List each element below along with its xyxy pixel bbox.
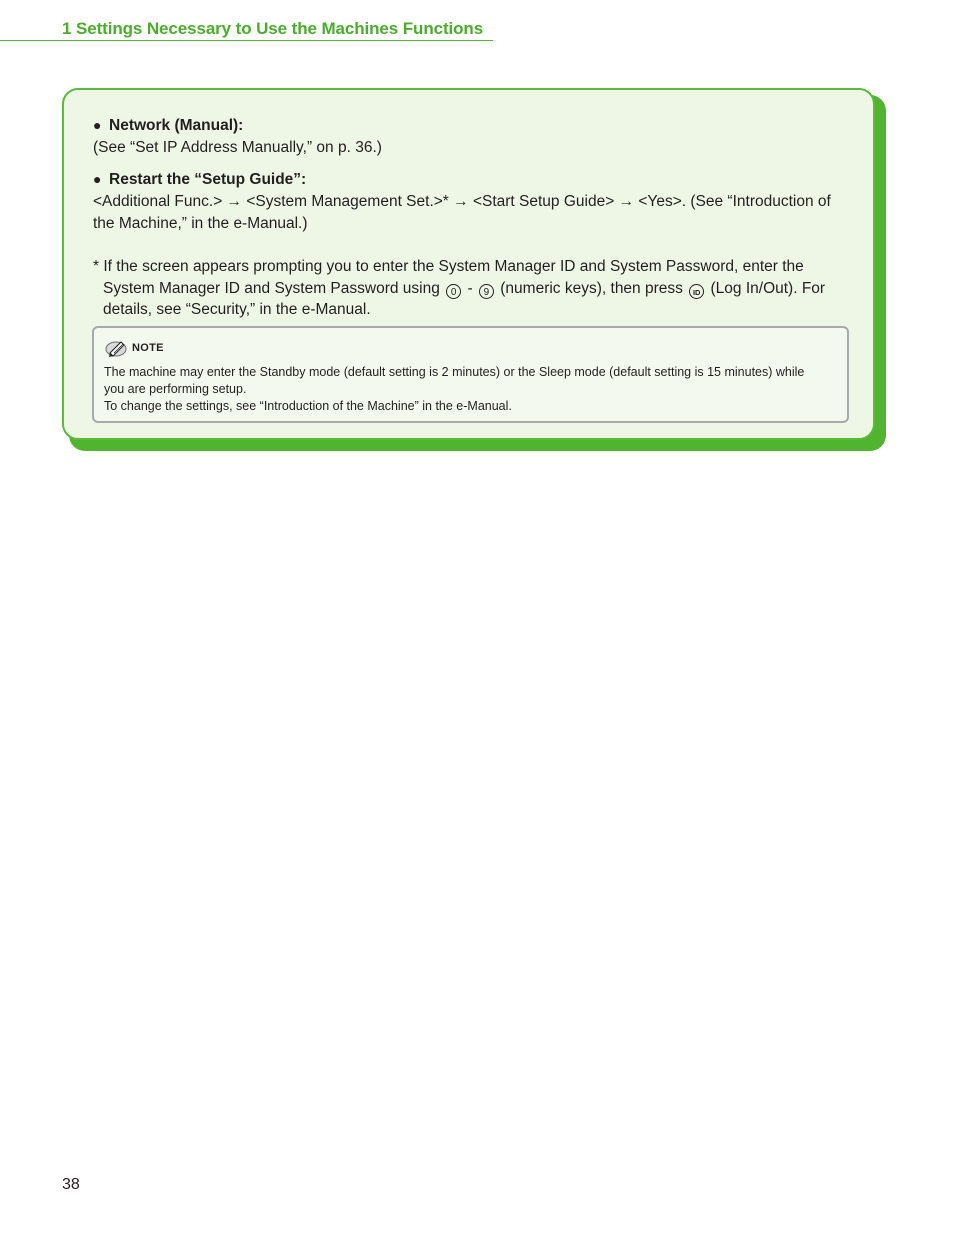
footnote-text-3: (Log In/Out). For details, see “Security,” in the e-Manual. <box>103 279 826 318</box>
bullet-icon: ● <box>93 171 102 187</box>
bullet-icon: ● <box>93 117 102 133</box>
log-in-out-key-icon: ID <box>689 284 704 299</box>
note-box <box>92 326 849 423</box>
instruction-panel <box>62 88 875 440</box>
chapter-header <box>0 17 493 41</box>
footnote <box>93 256 843 321</box>
restart-setup-path: <Additional Func.> → <System Management Set.>* → <Start Setup Guide> → <Yes>. (See “Introduction of <box>93 193 831 210</box>
page-number: 38 <box>62 1176 80 1193</box>
note-line: The machine may enter the Standby mode (default setting is 2 minutes) or the Sleep mode (default setting is 15 minutes) while you are performing setup. <box>104 365 805 396</box>
note-line: To change the settings, see “Introduction of the Machine” in the e-Manual. <box>104 399 512 413</box>
restart-setup-section <box>93 168 831 235</box>
restart-setup-path-continued: the Machine,” in the e-Manual.) <box>93 215 308 232</box>
note-label: NOTE <box>132 342 164 354</box>
pencil-icon <box>105 339 127 357</box>
footnote-text-2: (numeric keys), then press <box>500 279 683 297</box>
numeric-key-zero-icon: 0 <box>446 284 461 299</box>
chapter-title: 1 Settings Necessary to Use the Machines Functions <box>62 19 484 38</box>
network-manual-text: (See “Set IP Address Manually,” on p. 36.) <box>93 139 382 156</box>
numeric-key-nine-icon: 9 <box>479 284 494 299</box>
footnote-dash: - <box>467 279 473 297</box>
network-manual-section <box>93 114 382 159</box>
restart-setup-heading: ● Restart the “Setup Guide”: <box>93 168 831 191</box>
footnote-text-1: * If the screen appears prompting you to enter the System Manager ID and System Password, enter the System Manager ID and System Password using <box>93 258 804 297</box>
network-manual-heading: ● Network (Manual): <box>93 114 382 137</box>
note-body <box>104 364 824 415</box>
